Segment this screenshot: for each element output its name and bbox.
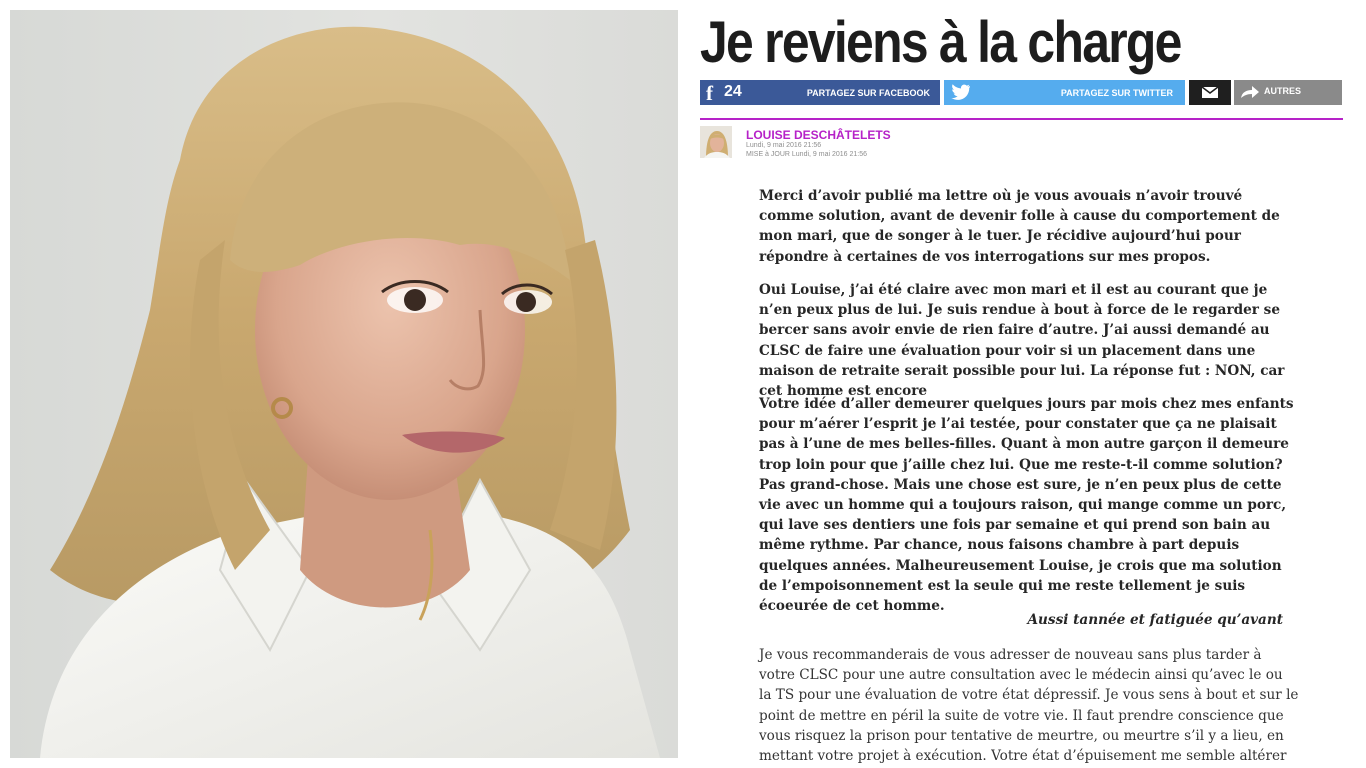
author-avatar <box>700 126 732 158</box>
share-twitter-button[interactable] <box>944 80 1185 105</box>
letter-paragraph: Votre idée d’aller demeurer quelques jours par mois chez mes enfants pour m’aérer l’esprit je l’ai testée, pour constater que ça ne plaisait pas à l’une de mes belles-filles. Quant à mon autre garçon il demeure trop loin pour que j’aille chez lui. Que me reste-t-il comme solution? Pas grand-chose. Mais une chose est sure, je n’en peux plus de cette vie avec un homme qui a toujours raison, qui mange comme un porc, qui lave ses dentiers une fois par semaine et qui prend son bain au même rythme. Par chance, nous faisons chambre à part depuis quelques années. Malheureusement Louise, je crois que ma solution de l’empoisonnement est la seule qui me reste tellement je suis écoeurée de cet homme. <box>759 396 1294 615</box>
facebook-share-label: PARTAGEZ SUR FACEBOOK <box>806 88 930 98</box>
portrait-photo <box>10 10 678 758</box>
letter-paragraph: Oui Louise, j’ai été claire avec mon mari et il est au courant que je n’en peux plus de lui. Je suis rendue à bout à force de le regarder se bercer sans avoir envie de rien faire d’autre. J’ai aussi demandé au CLSC de faire une évaluation pour voir si un placement dans une maison de retraite serait possible pour lui. La réponse fut : NON, car cet homme est encore <box>759 282 1285 400</box>
twitter-share-label: PARTAGEZ SUR TWITTER <box>1060 88 1173 98</box>
response-paragraph: Je vous recommanderais de vous adresser de nouveau sans plus tarder à votre CLSC pour une autre consultation avec le médecin ainsi qu’avec le ou la TS pour une évaluation de votre état dépressif. Je vous sens à bout et sur le point de mettre en péril la suite de votre vie. Il faut prendre conscience que vous risquez la prison pour tentative de meurtre, ou meurtre s’il y a lieu, en mettant votre projet à exécution. Votre état d’épuisement me semble altérer <box>759 647 1299 765</box>
article-panel <box>688 0 1356 768</box>
published-date: Lundi, 9 mai 2016 21:56 <box>746 142 822 149</box>
updated-date: MISE à JOUR Lundi, 9 mai 2016 21:56 <box>746 151 868 158</box>
share-facebook-button[interactable] <box>700 80 940 105</box>
facebook-share-count: 24 <box>724 83 742 100</box>
facebook-icon: f <box>706 81 713 105</box>
author-name[interactable]: LOUISE DESCHÂTELETS <box>746 128 891 142</box>
letter-signature: Aussi tannée et fatiguée qu’avant <box>1027 612 1283 628</box>
article-headline: Je reviens à la charge <box>700 10 1181 75</box>
envelope-icon <box>1202 87 1218 98</box>
portrait-illustration <box>10 10 678 758</box>
twitter-bird-icon <box>950 84 970 100</box>
share-email-button[interactable] <box>1189 80 1231 105</box>
share-arrow-icon <box>1241 86 1259 98</box>
letter-paragraph: Merci d’avoir publié ma lettre où je vous avouais n’avoir trouvé comme solution, avant de devenir folle à cause du comportement de mon mari, que de songer à le tuer. Je récidive aujourd’hui pour répondre à certaines de vos interrogations sur mes propos. <box>759 188 1280 265</box>
share-more-button[interactable] <box>1234 80 1342 105</box>
share-more-label: AUTRES <box>1264 86 1302 96</box>
author-divider <box>700 118 1343 120</box>
